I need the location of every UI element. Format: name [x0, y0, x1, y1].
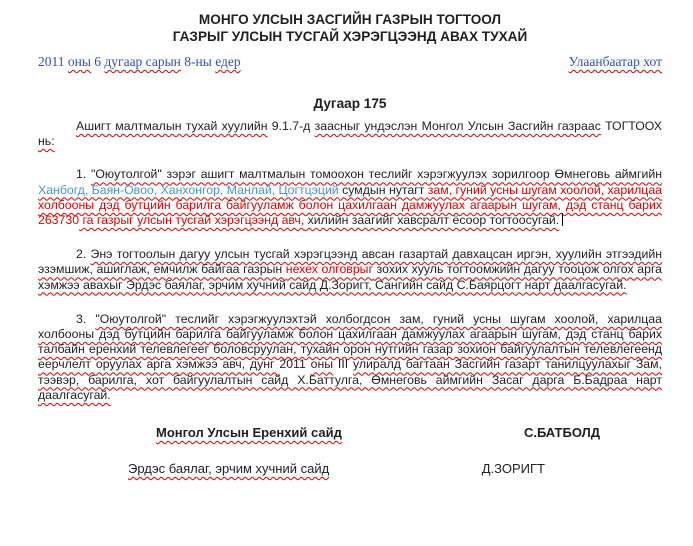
text-run: зам, гуний усны шугам хоолой, харилцаа холбооны дэд бутцийн барилга байгууламж болон цахилгаан дамжуулах агаарын шугам, дэд станц барих — [38, 182, 663, 212]
signature-row-prime-minister[interactable] — [38, 425, 662, 441]
text-run: га газрыг улсын тусгай хэрэгцээнд авч, — [79, 213, 305, 228]
text-run: Ашигт малтмалын тухай хуулийн — [76, 119, 268, 133]
document-title — [38, 11, 662, 45]
text-run: Ханбогд, Баян-Овоо, Ханхонгор, Манлай, Цогтцэций — [38, 182, 339, 197]
text-run: 9.1.7-д — [267, 119, 315, 133]
text-run: нь: — [38, 134, 55, 149]
text-run: III — [333, 357, 353, 372]
text-run: ТОГТООХ — [600, 119, 663, 133]
dateline — [38, 53, 662, 71]
title-line-2[interactable]: ГАЗРЫГ УЛСЫН ТУСГАЙ ХЭРЭГЦЭЭНД АВАХ ТУХАЙ — [172, 29, 528, 44]
text-run: оны — [67, 54, 91, 69]
signature-row-minister[interactable] — [38, 461, 662, 477]
signatory-role: Монгол Улсын Еренхий сайд — [156, 425, 342, 441]
paragraph-item-2[interactable] — [38, 247, 662, 293]
text-run: 263730 — [38, 213, 80, 228]
paragraph-item-1[interactable] — [38, 167, 662, 228]
text-run: сумдын нутагт — [338, 182, 428, 197]
text-run: улиралд багтаан Засгийн газарт танилцуулахыг Зам, тээвэр, барилга, хот байгуулалтын сайд Х.Баттулга, Өмнеговь аймгийн Засаг дарга Б.Бадраа нарт даалгасугай. — [38, 357, 662, 402]
signature-block — [38, 425, 662, 477]
text-run: нехех олговрыг — [285, 262, 373, 277]
signatory-role: Эрдэс баялаг, эрчим хучний сайд — [128, 461, 330, 477]
text-run: Энэ тогтоолын дагуу улсын тусгай хэрэгцээнд авсан газартай давхацсан иргэн, хуулийн этгээдийн эзэмшиж, ашиглаж, емчилж байгаа газрын — [38, 247, 662, 277]
text-run: 8-ны — [180, 54, 216, 69]
text-cursor — [562, 213, 563, 226]
decree-number[interactable]: Дугаар 175 — [313, 96, 387, 111]
text-run: Улаанбаатар хот — [568, 54, 662, 69]
text-run: дугаар сарын — [104, 54, 181, 69]
text-run: 6 — [90, 54, 105, 69]
text-run: 3. — [76, 311, 96, 326]
text-run: "Оюутолгой" теслийг хэрэгжуулэхтэй холбогдсон зам, гуний усны шугам хоолой, харилцаа холбооны дэд бутцийн барилга байгууламж болон цахилгаан дамжуулах агаарын шугам, дэд станц барих талбайн еренхий телевлегеег боловсруулан, тухайн орон нутгийн газар зохион байгуулалтын телевлегеенд еерчлелт оруулах арга хэмжээ авч, дунг — [38, 311, 662, 372]
text-run: "Оюутолгой" зэрэг ашигт малтмалын томоохон теслийг хэрэгжуулэх зорилгоор Өмнеговь аймгийн — [90, 167, 662, 182]
signatory-name: С.БАТБОЛД — [523, 425, 600, 441]
text-run: 1. — [76, 167, 91, 182]
title-line-1[interactable]: МОНГО УЛСЫН ЗАСГИЙН ГАЗРЫН ТОГТООЛ — [198, 12, 502, 27]
text-run: 2. — [76, 247, 91, 262]
text-run: оны — [310, 357, 334, 372]
decree-city[interactable] — [569, 53, 662, 71]
signatory-name: Д.ЗОРИГТ — [481, 461, 545, 477]
text-run: едер — [215, 54, 241, 69]
decree-date[interactable] — [38, 53, 241, 71]
text-run: заасныг ундэслэн Монгол Улсын Засгийн газраас — [314, 119, 601, 133]
text-run: 2011 — [279, 357, 311, 372]
paragraph-intro[interactable] — [38, 119, 662, 149]
paragraph-item-3[interactable] — [38, 312, 662, 403]
text-run: 2011 — [38, 54, 68, 69]
text-run: зохих хууль тогтоомжийн дагуу тооцож олгох арга хэмжээ авахыг Эрдэс баялаг, эрчим хучний сайд Д.Зоригт, Сангийн сайд С.Баярцогт нарт даалгасугай. — [38, 262, 663, 292]
text-run: хилийн заагийг хавсралт ёсоор тогтоосугай. — [304, 213, 560, 228]
